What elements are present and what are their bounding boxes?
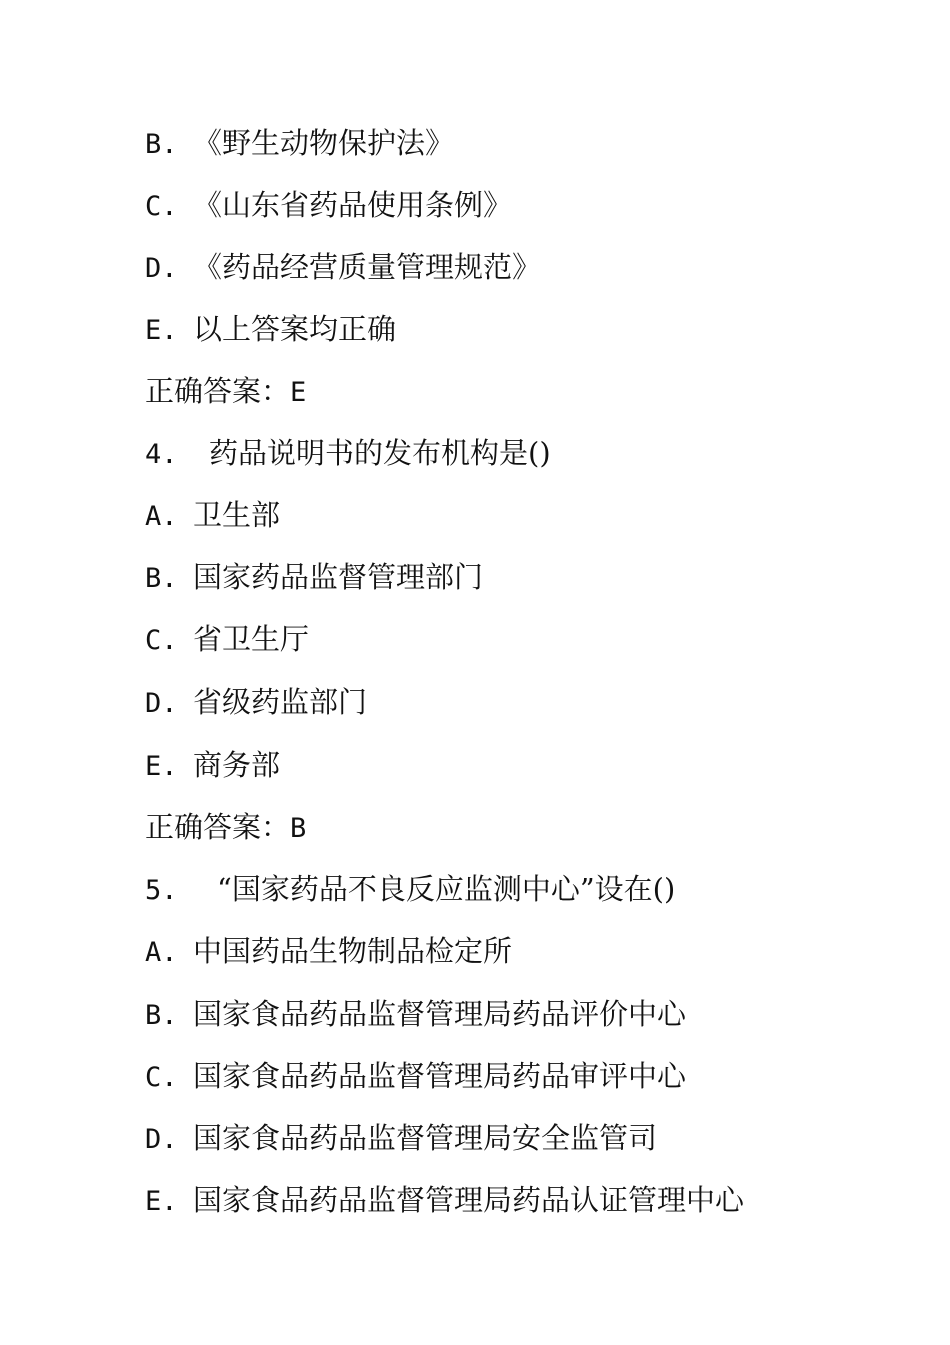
option-label: A. (145, 501, 178, 532)
option-text: 国家食品药品监督管理局药品审评中心 (193, 1059, 687, 1093)
option-line (145, 490, 280, 540)
option-label: B. (145, 1000, 178, 1031)
option-label: C. (145, 191, 178, 222)
option-text: 中国药品生物制品检定所 (193, 934, 513, 968)
option-text: 省卫生厅 (193, 622, 310, 656)
option-text: 商务部 (193, 748, 281, 782)
answer-value: B (290, 813, 307, 844)
option-text: 省级药监部门 (193, 685, 368, 719)
option-line (145, 677, 367, 727)
option-line (145, 989, 686, 1039)
question-number: 5. (145, 875, 178, 906)
answer-prefix: 正确答案： (145, 810, 291, 844)
option-text: 卫生部 (193, 498, 281, 532)
question-line (145, 428, 551, 478)
option-line (145, 740, 280, 790)
option-line (145, 552, 483, 602)
question-line (145, 864, 675, 914)
option-label: C. (145, 1062, 178, 1093)
option-text: 国家食品药品监督管理局安全监管司 (193, 1121, 658, 1155)
option-label: B. (145, 563, 178, 594)
option-label: D. (145, 1124, 178, 1155)
option-text: 以上答案均正确 (193, 312, 397, 346)
option-label: A. (145, 937, 178, 968)
option-label: B. (145, 129, 178, 160)
question-number: 4. (145, 439, 178, 470)
option-line (145, 242, 541, 292)
option-label: E. (145, 315, 178, 346)
answer-line (145, 802, 306, 852)
answer-value: E (290, 377, 307, 408)
option-label: D. (145, 688, 178, 719)
option-text: 国家食品药品监督管理局药品评价中心 (193, 997, 687, 1031)
option-label: D. (145, 253, 178, 284)
option-text: 《药品经营质量管理规范》 (193, 250, 542, 284)
option-text: 《山东省药品使用条例》 (193, 188, 513, 222)
option-line (145, 180, 512, 230)
option-label: E. (145, 1186, 178, 1217)
option-line (145, 926, 512, 976)
option-label: E. (145, 751, 178, 782)
option-text: 《野生动物保护法》 (193, 126, 455, 160)
option-text: 国家食品药品监督管理局药品认证管理中心 (193, 1183, 745, 1217)
option-line (145, 304, 396, 354)
option-line (145, 1175, 744, 1225)
option-line (145, 1113, 657, 1163)
option-line (145, 614, 309, 664)
question-text: 药品说明书的发布机构是() (209, 436, 551, 470)
option-text: 国家药品监督管理部门 (193, 560, 484, 594)
answer-line (145, 366, 306, 416)
question-text: “国家药品不良反应监测中心”设在() (217, 872, 676, 906)
answer-prefix: 正确答案： (145, 374, 291, 408)
option-line (145, 118, 454, 168)
option-line (145, 1051, 686, 1101)
option-label: C. (145, 625, 178, 656)
